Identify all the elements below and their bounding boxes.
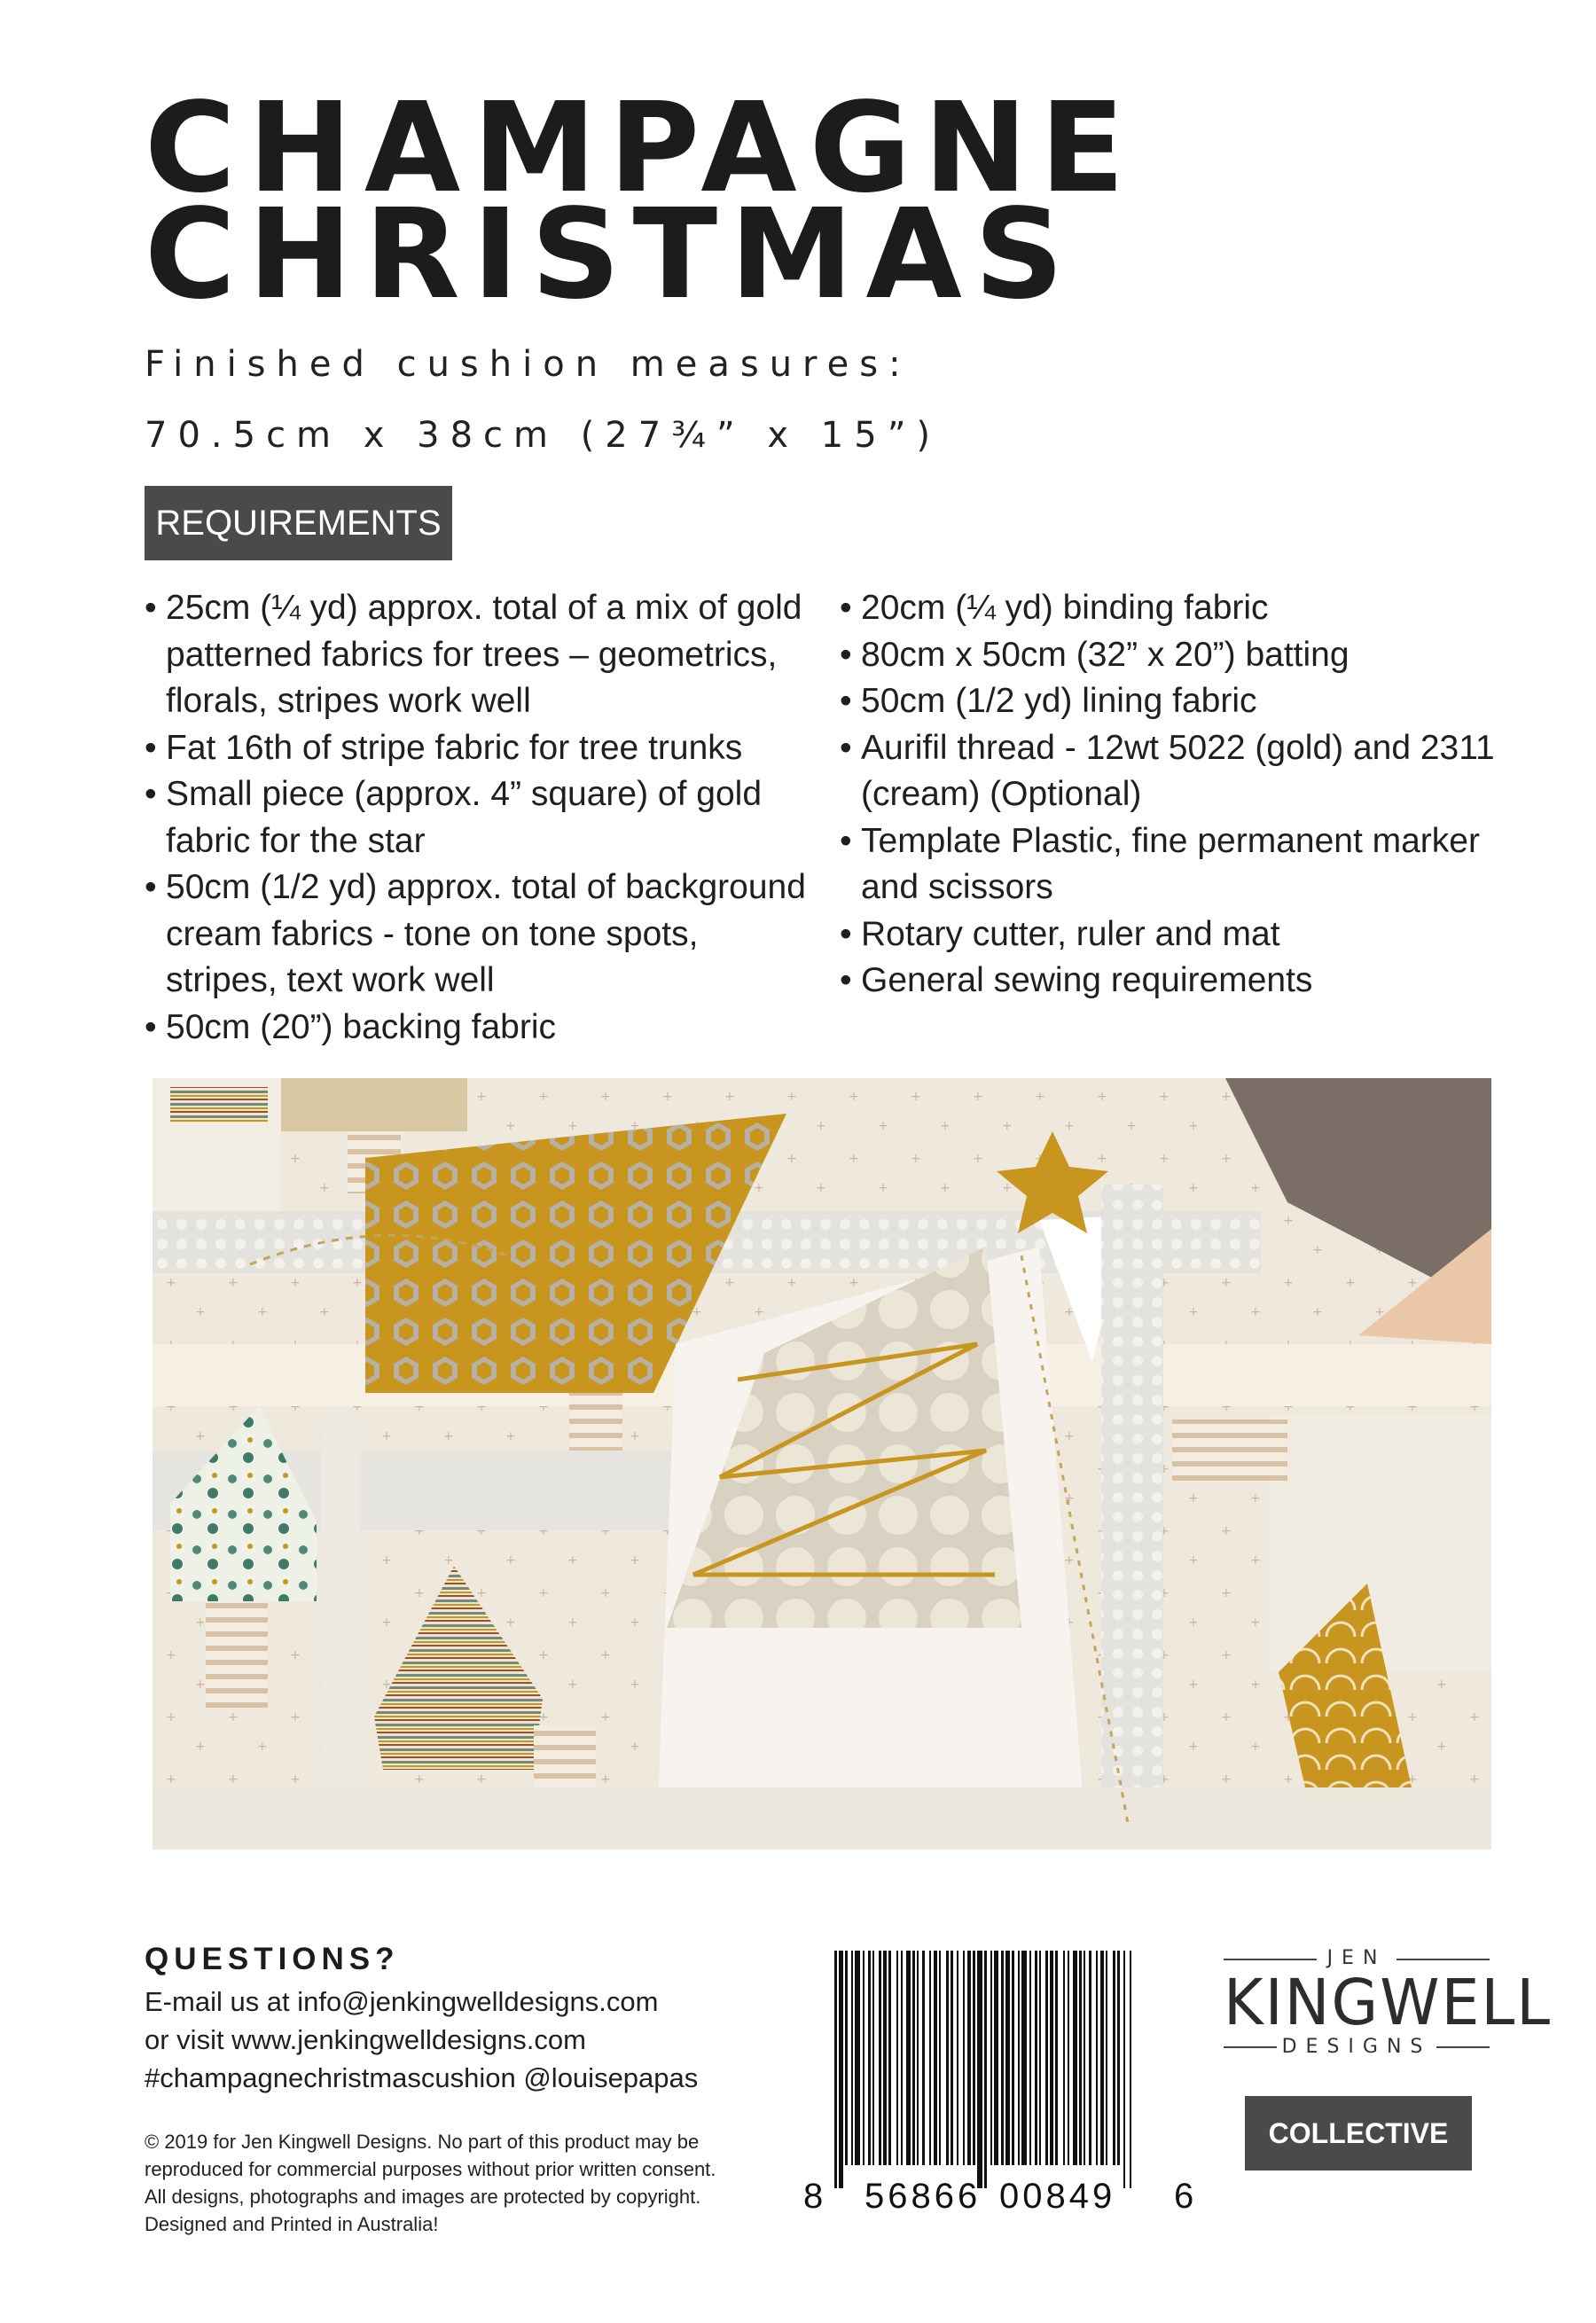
barcode-bar	[967, 1951, 971, 2165]
copyright-line: © 2019 for Jen Kingwell Designs. No part of this product may be	[145, 2131, 700, 2153]
list-item: • Rotary cutter, ruler and mat	[840, 911, 1514, 958]
barcode-bar	[912, 1951, 915, 2165]
requirements-list-right	[840, 585, 1514, 1005]
list-item: • 50cm (20”) backing fabric	[145, 1005, 818, 1052]
title-line-2: CHRISTMAS	[145, 183, 1076, 327]
list-item: • Aurifil thread - 12wt 5022 (gold) and 2311 (cream) (Optional)	[840, 725, 1514, 818]
barcode-bar	[1001, 1951, 1004, 2165]
barcode-bar	[879, 1951, 881, 2165]
barcode-bar	[990, 1951, 992, 2165]
barcode-bar	[922, 1951, 925, 2165]
logo-top-text: JEN	[1326, 1947, 1387, 1969]
barcode-bar	[977, 1951, 982, 2188]
barcode-bar	[868, 1951, 871, 2165]
barcode-bar	[1113, 1951, 1115, 2165]
barcode-group-1: 56866	[864, 2177, 982, 2216]
copyright-line: Designed and Printed in Australia!	[145, 2213, 439, 2235]
list-item: • Fat 16th of stripe fabric for tree trunks	[145, 725, 818, 772]
logo-main-text: KINGWELL	[1224, 1967, 1553, 2040]
list-item: • 50cm (1/2 yd) approx. total of background cream fabrics - tone on tone spots, stripes, text work well	[145, 864, 818, 1005]
barcode-bar	[1012, 1951, 1014, 2165]
contact-website[interactable]: or visit www.jenkingwelldesigns.com	[145, 2024, 586, 2055]
barcode-bar	[1089, 1951, 1091, 2165]
barcode-bar	[1063, 1951, 1065, 2165]
requirements-badge: REQUIREMENTS	[145, 486, 452, 560]
barcode-bar	[1117, 1951, 1120, 2165]
page-title	[145, 76, 1138, 327]
barcode-bar	[1029, 1951, 1031, 2165]
barcode-bar	[1021, 1951, 1027, 2165]
barcode-bar	[929, 1951, 931, 2165]
barcode-bar	[863, 1951, 864, 2165]
barcode-bar	[1096, 1951, 1098, 2165]
barcode-bar	[973, 1951, 975, 2165]
copyright-line: All designs, photographs and images are protected by copyright.	[145, 2186, 701, 2208]
collective-badge: COLLECTIVE	[1245, 2096, 1472, 2170]
list-item: • 80cm x 50cm (32” x 20”) batting	[840, 632, 1514, 679]
barcode-bar	[1079, 1951, 1082, 2165]
barcode-bar	[1055, 1951, 1058, 2165]
barcode-bars	[829, 1951, 1137, 2188]
barcode	[829, 1951, 1137, 2188]
barcode-bar	[1035, 1951, 1037, 2165]
barcode-bar	[1039, 1951, 1041, 2165]
barcode-bar	[963, 1951, 965, 2165]
barcode-bar	[984, 1951, 987, 2188]
barcode-bar	[1018, 1951, 1020, 2165]
barcode-bar	[855, 1951, 860, 2165]
quilt-illustration	[153, 1078, 1491, 1850]
list-item: • 25cm (¼ yd) approx. total of a mix of gold patterned fabrics for trees – geometrics, florals, stripes work well	[145, 585, 818, 725]
contact-email[interactable]: E-mail us at info@jenkingwelldesigns.com	[145, 1986, 659, 2017]
barcode-bar	[994, 1951, 998, 2165]
measure-value: 70.5cm x 38cm (27¾” x 15”)	[145, 415, 942, 456]
quilt-photo	[153, 1078, 1491, 1850]
barcode-bar	[872, 1951, 874, 2165]
barcode-digit-last: 6	[1174, 2177, 1194, 2216]
jen-kingwell-logo	[1224, 1947, 1553, 2064]
contact-hashtags: #champagnechristmascushion @louisepapas	[145, 2062, 699, 2093]
barcode-bar	[1005, 1951, 1010, 2165]
barcode-bar	[834, 1951, 837, 2188]
questions-heading: QUESTIONS?	[145, 1942, 400, 1976]
barcode-bar	[1084, 1951, 1085, 2165]
barcode-bar	[906, 1951, 911, 2165]
barcode-bar	[1130, 1951, 1131, 2188]
barcode-bar	[1100, 1951, 1104, 2165]
barcode-bar	[939, 1951, 941, 2165]
list-item: • Small piece (approx. 4” square) of gold fabric for the star	[145, 771, 818, 864]
barcode-bar	[917, 1951, 919, 2165]
barcode-bar	[946, 1951, 949, 2165]
barcode-bar	[883, 1951, 887, 2165]
barcode-bar	[934, 1951, 937, 2165]
list-item: • 50cm (1/2 yd) lining fabric	[840, 678, 1514, 725]
barcode-bar	[901, 1951, 903, 2165]
requirements-list-left	[145, 585, 818, 1051]
title-line-1: CHAMPAGNE	[145, 76, 1138, 221]
barcode-bar	[888, 1951, 891, 2165]
barcode-bar	[845, 1951, 848, 2165]
barcode-bar	[957, 1951, 958, 2165]
measure-label: Finished cushion measures:	[145, 344, 911, 385]
barcode-digit-first: 8	[803, 2177, 824, 2216]
barcode-bar	[951, 1951, 953, 2165]
barcode-bar	[1050, 1951, 1053, 2165]
barcode-bar	[1073, 1951, 1077, 2165]
logo-bottom-text: DESIGNS	[1281, 2036, 1432, 2058]
barcode-group-2: 00849	[999, 2177, 1116, 2216]
barcode-bar	[1068, 1951, 1069, 2165]
barcode-bar	[1106, 1951, 1107, 2165]
barcode-bar	[839, 1951, 843, 2188]
barcode-bar	[1123, 1951, 1125, 2188]
copyright-notice	[145, 2128, 774, 2238]
barcode-bar	[896, 1951, 898, 2165]
barcode-bar	[851, 1951, 853, 2165]
barcode-bar	[1045, 1951, 1048, 2165]
list-item: • General sewing requirements	[840, 958, 1514, 1005]
list-item: • 20cm (¼ yd) binding fabric	[840, 585, 1514, 632]
list-item: • Template Plastic, fine permanent marker and scissors	[840, 818, 1514, 911]
copyright-line: reproduced for commercial purposes without prior written consent.	[145, 2158, 716, 2180]
